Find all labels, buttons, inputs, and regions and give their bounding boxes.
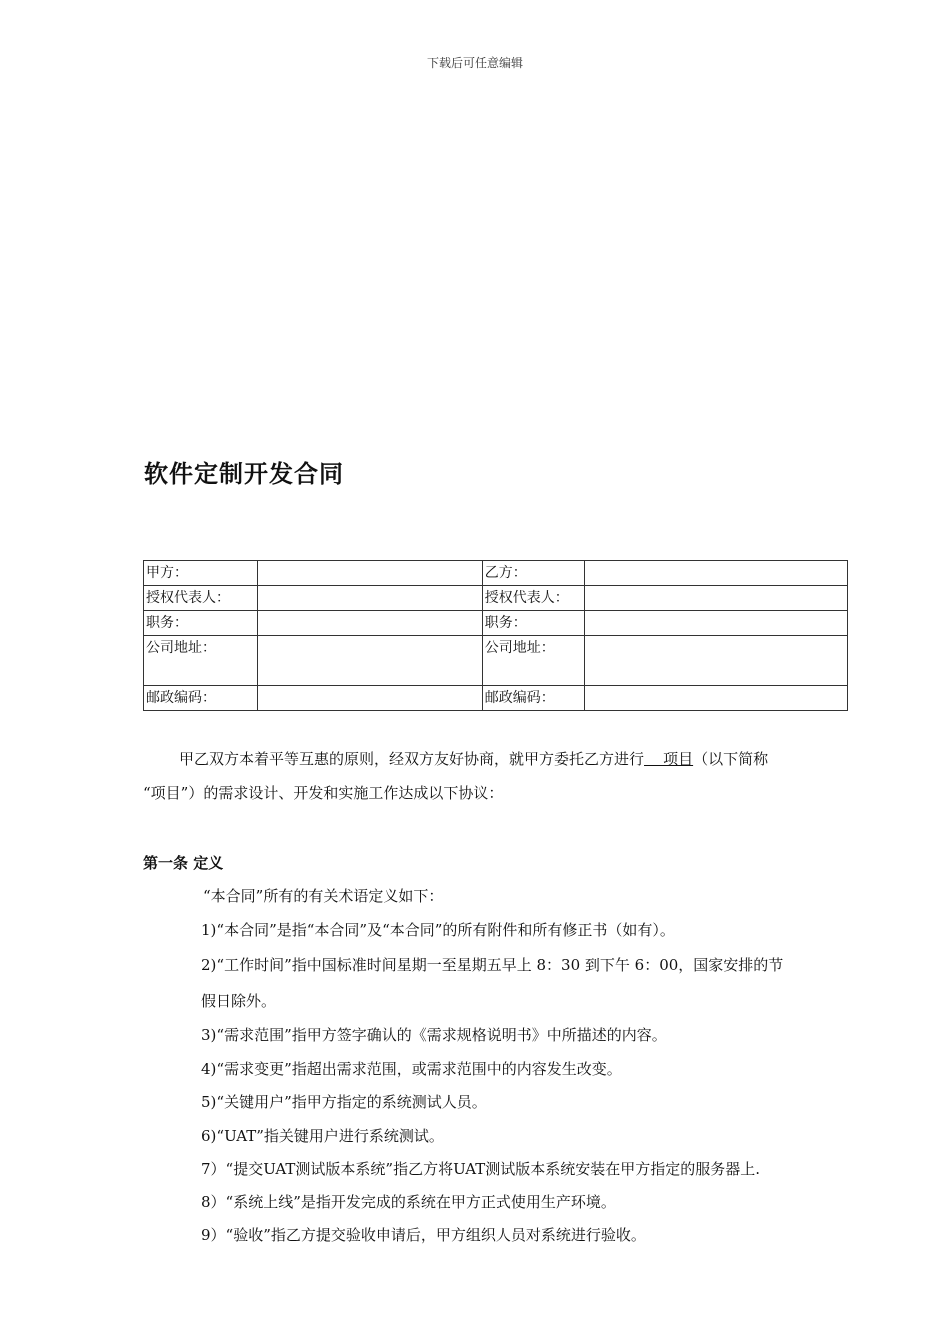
table-row xyxy=(144,561,848,586)
list-item: 8）“系统上线”是指开发完成的系统在甲方正式使用生产环境。 xyxy=(201,1193,616,1211)
party-b-title-label: 职务： xyxy=(482,611,585,636)
party-a-postcode-label: 邮政编码： xyxy=(144,686,258,711)
party-b-address-value xyxy=(585,636,848,686)
party-a-rep-label: 授权代表人： xyxy=(144,586,258,611)
table-row xyxy=(144,686,848,711)
party-a-label: 甲方： xyxy=(144,561,258,586)
document-title: 软件定制开发合同 xyxy=(144,460,344,488)
party-b-label: 乙方： xyxy=(482,561,585,586)
party-a-postcode-value xyxy=(257,686,482,711)
party-b-address-label: 公司地址： xyxy=(482,636,585,686)
list-item: 3)“需求范围”指甲方签字确认的《需求规格说明书》中所描述的内容。 xyxy=(201,1026,667,1044)
table-row xyxy=(144,611,848,636)
party-a-title-value xyxy=(257,611,482,636)
definition-lead: “本合同”所有的有关术语定义如下： xyxy=(203,887,444,905)
intro-text-line2: “项目”）的需求设计、开发和实施工作达成以下协议： xyxy=(143,784,504,802)
table-row xyxy=(144,636,848,686)
intro-text-2: （以下简称 xyxy=(693,750,769,768)
intro-text-1: 甲乙双方本着平等互惠的原则，经双方友好协商，就甲方委托乙方进行 xyxy=(179,750,645,768)
intro-paragraph xyxy=(143,742,863,810)
party-a-value xyxy=(257,561,482,586)
section-heading: 第一条 定义 xyxy=(143,854,224,872)
table-row xyxy=(144,586,848,611)
party-b-value xyxy=(585,561,848,586)
list-item: 4)“需求变更”指超出需求范围，或需求范围中的内容发生改变。 xyxy=(201,1060,622,1078)
list-item: 假日除外。 xyxy=(201,992,277,1010)
list-item: 6)“UAT”指关键用户进行系统测试。 xyxy=(201,1127,444,1145)
party-b-rep-label: 授权代表人： xyxy=(482,586,585,611)
project-blank: 项目 xyxy=(644,750,694,768)
party-a-title-label: 职务： xyxy=(144,611,258,636)
list-item: 5)“关键用户”指甲方指定的系统测试人员。 xyxy=(201,1093,487,1111)
party-b-postcode-label: 邮政编码： xyxy=(482,686,585,711)
party-b-rep-value xyxy=(585,586,848,611)
party-b-postcode-value xyxy=(585,686,848,711)
party-a-address-value xyxy=(257,636,482,686)
party-a-address-label: 公司地址： xyxy=(144,636,258,686)
list-item: 7）“提交UAT测试版本系统”指乙方将UAT测试版本系统安装在甲方指定的服务器上. xyxy=(201,1160,761,1178)
header-note: 下载后可任意编辑 xyxy=(426,56,523,70)
list-item: 2)“工作时间”指中国标准时间星期一至星期五早上 8：30 到下午 6：00，国家安排的节 xyxy=(201,956,784,974)
party-info-table xyxy=(143,560,848,711)
list-item: 1)“本合同”是指“本合同”及“本合同”的所有附件和所有修正书（如有）。 xyxy=(201,921,675,939)
party-a-rep-value xyxy=(257,586,482,611)
party-b-title-value xyxy=(585,611,848,636)
list-item: 9）“验收”指乙方提交验收申请后，甲方组织人员对系统进行验收。 xyxy=(201,1226,646,1244)
